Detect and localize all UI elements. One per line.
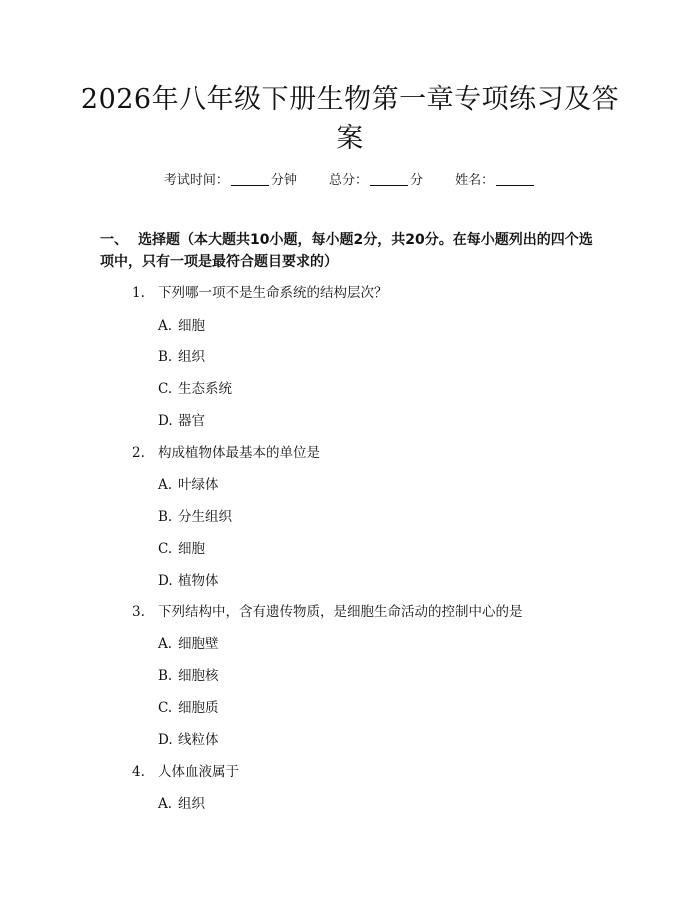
option-text: 叶绿体 <box>178 477 219 493</box>
option-text: 分生组织 <box>178 509 232 525</box>
option-text: 细胞壁 <box>178 636 219 652</box>
page-title: 2026年八年级下册生物第一章专项练习及答 <box>80 84 620 115</box>
option-c[interactable] <box>158 537 205 557</box>
option-a[interactable] <box>158 314 205 334</box>
name-field <box>455 169 536 188</box>
option-text: 生态系统 <box>178 381 232 397</box>
option-text: 细胞 <box>178 318 205 334</box>
option-letter: B. <box>158 668 173 684</box>
time-blank[interactable] <box>231 173 269 186</box>
page-title-continued: 案 <box>336 123 364 154</box>
section-number: 一、 <box>100 232 128 248</box>
time-unit: 分钟 <box>270 173 297 188</box>
option-a[interactable] <box>158 473 219 493</box>
option-b[interactable] <box>158 505 232 525</box>
option-text: 植物体 <box>178 573 219 589</box>
section-instructions: 选择题（本大题共10小题，每小题2分，共20分。在每小题列出的四个选 <box>138 232 593 248</box>
question-2 <box>132 441 320 461</box>
option-letter: D. <box>158 573 173 589</box>
option-letter: C. <box>158 381 173 397</box>
option-letter: B. <box>158 509 173 525</box>
section-instructions-continued: 项中，只有一项是最符合题目要求的） <box>100 254 338 270</box>
question-1 <box>132 281 388 301</box>
question-text: 人体血液属于 <box>158 764 239 780</box>
option-text: 细胞质 <box>178 700 219 716</box>
question-number: 1. <box>132 285 145 301</box>
option-a[interactable] <box>158 792 205 812</box>
option-b[interactable] <box>158 664 219 684</box>
option-letter: A. <box>158 477 173 493</box>
option-letter: A. <box>158 636 173 652</box>
option-text: 组织 <box>178 349 205 365</box>
option-d[interactable] <box>158 569 219 589</box>
option-letter: C. <box>158 700 173 716</box>
exam-info-line <box>0 169 700 188</box>
section-heading <box>100 229 620 251</box>
option-letter: C. <box>158 541 173 557</box>
option-c[interactable] <box>158 377 232 397</box>
option-letter: D. <box>158 413 173 429</box>
question-4 <box>132 760 239 780</box>
option-letter: D. <box>158 732 173 748</box>
question-3 <box>132 600 523 620</box>
question-number: 4. <box>132 764 145 780</box>
question-text: 下列哪一项不是生命系统的结构层次？ <box>158 285 388 301</box>
section-heading-continued <box>100 251 620 273</box>
option-c[interactable] <box>158 696 219 716</box>
score-label: 总分： <box>328 173 368 188</box>
option-text: 细胞核 <box>178 668 219 684</box>
name-blank[interactable] <box>496 173 534 186</box>
option-d[interactable] <box>158 409 205 429</box>
score-unit: 分 <box>410 173 424 188</box>
option-d[interactable] <box>158 728 219 748</box>
option-a[interactable] <box>158 632 219 652</box>
option-letter: A. <box>158 318 173 334</box>
score-blank[interactable] <box>370 173 408 186</box>
option-text: 器官 <box>178 413 205 429</box>
name-label: 姓名： <box>455 173 495 188</box>
time-field <box>164 169 297 188</box>
question-text: 下列结构中，含有遗传物质，是细胞生命活动的控制中心的是 <box>158 604 523 620</box>
question-text: 构成植物体最基本的单位是 <box>158 445 320 461</box>
option-text: 细胞 <box>178 541 205 557</box>
option-text: 组织 <box>178 796 205 812</box>
question-number: 3. <box>132 604 145 620</box>
score-field <box>329 169 423 188</box>
option-b[interactable] <box>158 345 205 365</box>
option-letter: B. <box>158 349 173 365</box>
time-label: 考试时间： <box>163 173 229 188</box>
option-letter: A. <box>158 796 173 812</box>
question-number: 2. <box>132 445 145 461</box>
option-text: 线粒体 <box>178 732 219 748</box>
